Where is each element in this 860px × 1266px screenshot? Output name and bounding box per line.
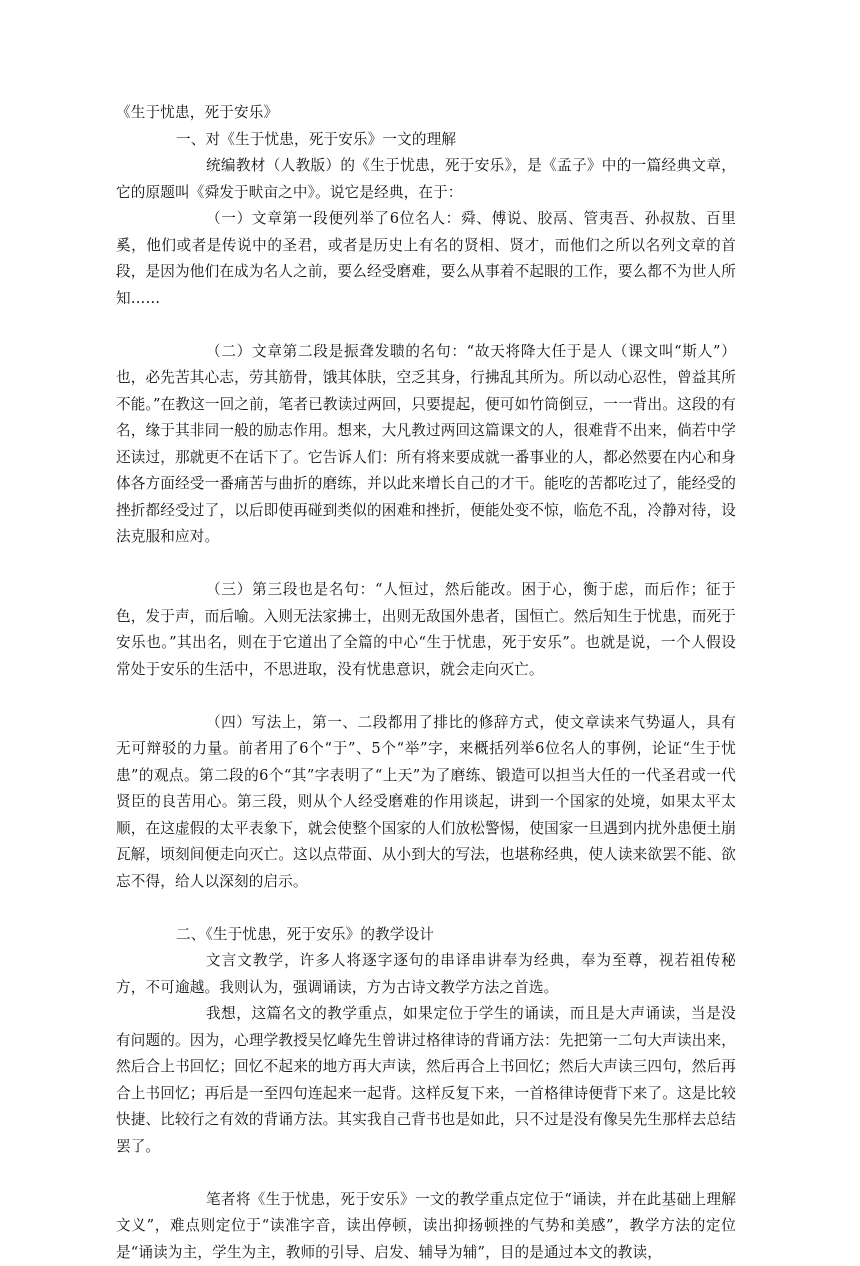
paragraph-intro: 统编教材（人教版）的《生于忧患，死于安乐》，是《孟子》中的一篇经典文章，它的原题叫《舜发于畎亩之中》。说它是经典，在于： bbox=[116, 153, 736, 206]
section-heading-understanding: 一、对《生于忧患，死于安乐》一文的理解 bbox=[116, 127, 736, 154]
paragraph-point-three: （三）第三段也是名句：“人恒过，然后能改。困于心，衡于虑，而后作；征于色，发于声，而后喻。入则无法家拂士，出则无敌国外患者，国恒亡。然后知生于忧患，而死于安乐也。”其出名，则在于它道出了全篇的中心“生于忧患，死于安乐”。也就是说，一个人假设常处于安乐的生活中，不思进取，没有忧患意识，就会走向灭亡。 bbox=[116, 577, 736, 683]
paragraph-point-four: （四）写法上，第一、二段都用了排比的修辞方式，使文章读来气势逼人，具有无可辩驳的力量。前者用了6个“于”、5个“举”字，来概括列举6位名人的事例，论证“生于忧患”的观点。第二段的6个“其”字表明了“上天”为了磨练、锻造可以担当大任的一代圣君或一代贤臣的良苦用心。第三段，则从个人经受磨难的作用谈起，讲到一个国家的处境，如果太平太顺，在这虚假的太平表象下，就会使整个国家的人们放松警惕，使国家一旦遇到内扰外患便土崩瓦解，顷刻间便走向灭亡。这以点带面、从小到大的写法，也堪称经典，使人读来欲罢不能、欲忘不得，给人以深刻的启示。 bbox=[116, 710, 736, 896]
paragraph-point-one: （一）文章第一段便列举了6位名人：舜、傅说、胶鬲、管夷吾、孙叔敖、百里奚，他们或者是传说中的圣君，或者是历史上有名的贤相、贤才，而他们之所以名列文章的首段，是因为他们在成为名人之前，要么经受磨难，要么从事着不起眼的工作，要么都不为世人所知…… bbox=[116, 206, 736, 312]
document-title: 《生于忧患，死于安乐》 bbox=[116, 100, 736, 127]
paragraph-recitation: 文言文教学，许多人将逐字逐句的串译串讲奉为经典，奉为至尊，视若祖传秘方，不可逾越。我则认为，强调诵读，方为古诗文教学方法之首选。 bbox=[116, 948, 736, 1001]
section-heading-teaching-design: 二、《生于忧患，死于安乐》的教学设计 bbox=[116, 922, 736, 949]
paragraph-teaching-method: 笔者将《生于忧患，死于安乐》一文的教学重点定位于“诵读，并在此基础上理解文义”，难点则定位于“读准字音，读出停顿，读出抑扬顿挫的气势和美感”，教学方法的定位是“诵读为主，学生为主，教师的引导、启发、辅导为辅”，目的是通过本文的教读， bbox=[116, 1187, 736, 1266]
paragraph-teaching-focus: 我想，这篇名文的教学重点，如果定位于学生的诵读，而且是大声诵读，当是没有问题的。因为，心理学教授吴忆峰先生曾讲过格律诗的背诵方法：先把第一二句大声读出来，然后合上书回忆；回忆不起来的地方再大声读，然后再合上书回忆；然后大声读三四句，然后再合上书回忆；再后是一至四句连起来一起背。这样反复下来，一首格律诗便背下来了。这是比较快捷、比较行之有效的背诵方法。其实我自己背书也是如此，只不过是没有像吴先生那样去总结罢了。 bbox=[116, 1001, 736, 1160]
document-page bbox=[116, 100, 736, 1266]
paragraph-point-two: （二）文章第二段是振聋发聩的名句：“故天将降大任于是人（课文叫“斯人”）也，必先苦其心志，劳其筋骨，饿其体肤，空乏其身，行拂乱其所为。所以动心忍性，曾益其所不能。”在教这一回之前，笔者已教读过两回，只要提起，便可如竹筒倒豆，一一背出。这段的有名，缘于其非同一般的励志作用。想来，大凡教过两回这篇课文的人，很难背不出来，倘若中学还读过，那就更不在话下了。它告诉人们：所有将来要成就一番事业的人，都必然要在内心和身体各方面经受一番痛苦与曲折的磨练，并以此来增长自己的才干。能吃的苦都吃过了，能经受的挫折都经受过了，以后即使再碰到类似的困难和挫折，便能处变不惊，临危不乱，冷静对待，设法克服和应对。 bbox=[116, 339, 736, 551]
